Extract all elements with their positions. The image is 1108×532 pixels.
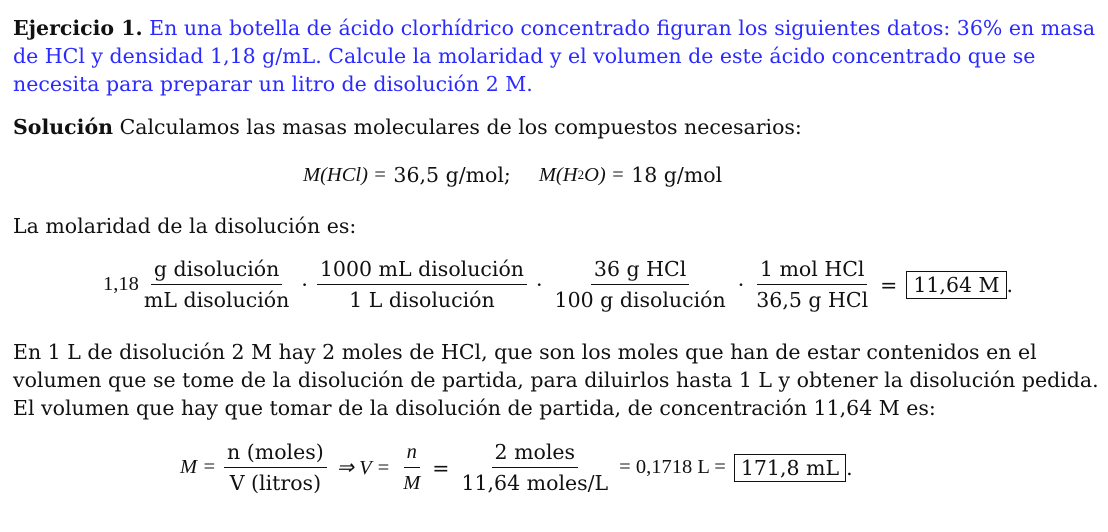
volume-equation [180, 440, 853, 495]
solution-line [13, 114, 802, 140]
density-factor: 1,18 [103, 273, 139, 295]
molarity-intro: La molaridad de la disolución es: [13, 214, 357, 238]
fraction-3 [552, 257, 729, 312]
paragraph-2-line-2: volumen que se tome de la disolución de partida, para diluirlos hasta 1 L y obtener la disolución pedida. [13, 368, 1099, 392]
implies-v: ⇒ V = [336, 457, 391, 479]
paragraph-2-line-1: En 1 L de disolución 2 M hay 2 moles de HCl, que son los moles que han de estar contenidos en el [13, 340, 1037, 364]
m-h2o-sub: 2 [577, 167, 585, 182]
exercise-line-2: de HCl y densidad 1,18 g/mL. Calcule la molaridad y el volumen de este ácido concentrado que se [13, 44, 1036, 68]
equals-sign-2: = [432, 455, 450, 480]
m-hcl-rhs: 36,5 g/mol; [393, 163, 511, 187]
fraction-3-den: 100 g disolución [554, 288, 726, 312]
equals-sign: = [880, 272, 898, 297]
fraction-4 [753, 257, 871, 312]
fraction-moles-den: 11,64 moles/L [461, 471, 609, 495]
fraction-2-den: 1 L disolución [349, 288, 495, 312]
fraction-1 [141, 257, 292, 312]
fraction-moles [458, 440, 611, 495]
fraction-moles-num: 2 moles [492, 440, 579, 468]
exercise-line-1 [13, 15, 1095, 41]
molarity-equation: 1,18 $\frac{\text{g disolución}}{\text{mL disolución}}$ · $\frac{\text{1000 mL disolución}}{\text{1 L disolución}}$ · $\frac{\text{36 g HCl}}{\text{100 g disolución}}$ · $\frac{\text{1 mol HCl}}{\text{36,5 g HCl}}$ = 11,64 M . [103, 257, 1014, 312]
m-hcl-lhs: M(HCl) = [303, 163, 387, 186]
exercise-text-1: En una botella de ácido clorhídrico concentrado figuran los siguientes datos: 36% en masa [149, 16, 1096, 40]
m-h2o-mid: O) = [584, 163, 625, 186]
solution-label: Solución [13, 115, 114, 139]
m-lhs: M = [180, 456, 217, 478]
fraction-n-over-v [224, 440, 327, 495]
fraction-4-den: 36,5 g HCl [756, 288, 869, 312]
fraction-n-over-v-num: n (moles) [224, 440, 327, 468]
volume-end-dot: . [846, 455, 853, 480]
molecular-masses-equation [303, 163, 722, 187]
solution-intro: Calculamos las masas moleculares de los compuestos necesarios: [119, 115, 802, 139]
molarity-result: 11,64 M [906, 271, 1006, 299]
volume-result: 171,8 mL [734, 454, 846, 482]
fraction-2 [317, 257, 527, 312]
fraction-n-over-m-num: n [404, 440, 420, 468]
fraction-1-den: mL disolución [143, 288, 290, 312]
fraction-4-num: 1 mol HCl [757, 257, 868, 285]
volume-liters: = 0,1718 L = [619, 456, 726, 478]
fraction-n-over-m [400, 440, 423, 495]
fraction-n-over-m-den: M [403, 472, 421, 494]
exercise-label: Ejercicio 1. [13, 16, 143, 40]
fraction-n-over-v-den: V (litros) [229, 471, 322, 495]
exercise-line-3: necesita para preparar un litro de disolución 2 M. [13, 72, 533, 96]
fraction-1-num: g disolución [151, 257, 283, 285]
paragraph-2-line-3: El volumen que hay que tomar de la disolución de partida, de concentración 11,64 M es: [13, 396, 936, 420]
fraction-3-num: 36 g HCl [591, 257, 689, 285]
m-h2o-rhs: 18 g/mol [631, 163, 723, 187]
molarity-end-dot: . [1006, 272, 1014, 297]
m-h2o-lhs: M(H [538, 163, 578, 186]
fraction-2-num: 1000 mL disolución [317, 257, 527, 285]
